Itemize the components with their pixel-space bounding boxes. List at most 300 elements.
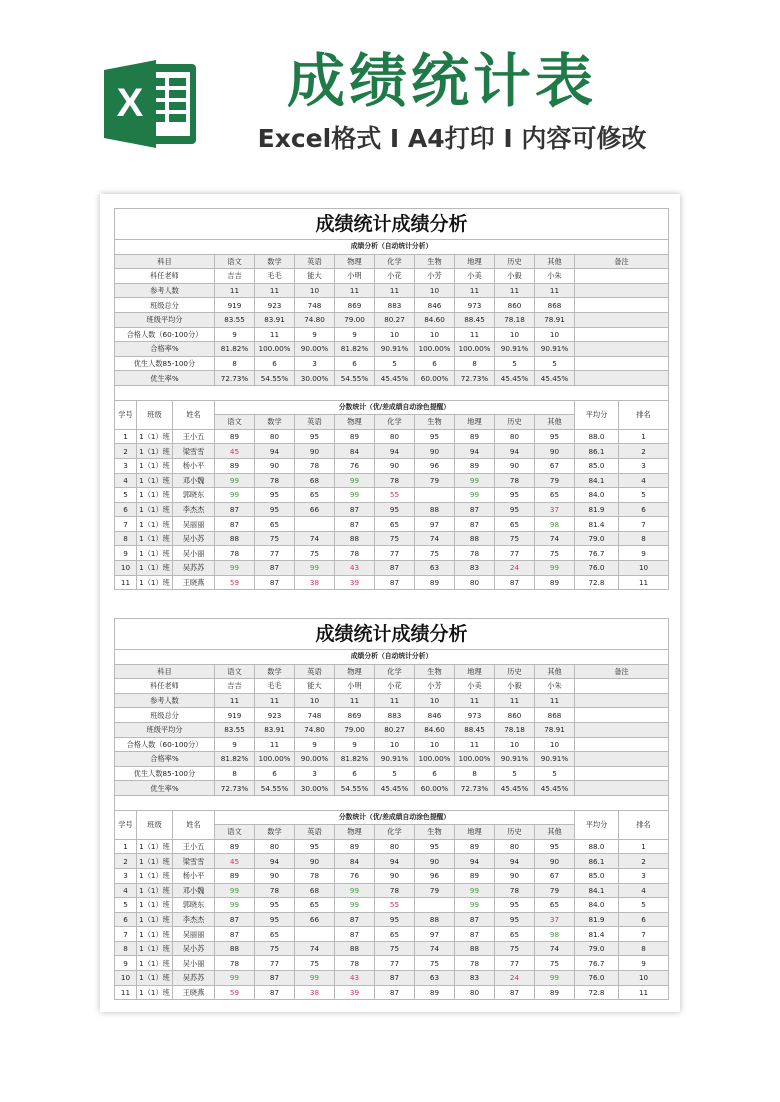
student-avg: 81.4 [575,517,619,532]
student-id: 6 [115,912,137,927]
stat-row [115,781,669,796]
rank-header: 排名 [619,810,669,839]
stat-value: 10 [415,327,455,342]
student-class: 1（1）班 [137,546,173,561]
spreadsheet-preview [100,194,680,1012]
score-cell: 77 [255,956,295,971]
student-avg: 79.0 [575,941,619,956]
score-cell: 90 [295,854,335,869]
stat-value: 78.91 [535,722,575,737]
score-cell: 80 [375,429,415,444]
stat-value: 90.00% [295,342,335,357]
stat-value: 919 [215,708,255,723]
student-rank: 6 [619,502,669,517]
student-row [115,883,669,898]
student-name: 吴小苏 [173,531,215,546]
student-rank: 9 [619,546,669,561]
remark-cell [575,708,669,723]
student-rank: 2 [619,444,669,459]
stat-value: 6 [415,356,455,371]
score-cell: 37 [535,912,575,927]
remark-cell [575,312,669,327]
student-name: 王小五 [173,839,215,854]
stat-value: 748 [295,708,335,723]
score-cell: 87 [495,575,535,590]
student-avg: 76.7 [575,956,619,971]
stat-value: 868 [535,708,575,723]
score-cell: 89 [215,868,255,883]
stat-label: 优生人数85-100分 [115,356,215,371]
score-cell: 95 [255,502,295,517]
student-id: 7 [115,927,137,942]
avg-header: 平均分 [575,810,619,839]
score-cell: 78 [215,546,255,561]
stat-value: 45.45% [495,371,535,386]
score-cell: 89 [215,458,255,473]
score-cell: 99 [335,898,375,913]
student-rank: 10 [619,971,669,986]
score-cell: 87 [375,971,415,986]
stat-value: 9 [215,327,255,342]
score-cell: 55 [375,898,415,913]
student-name: 杨小平 [173,868,215,883]
score-cell: 89 [535,985,575,1000]
score-cell: 87 [255,971,295,986]
student-row [115,444,669,459]
stat-value: 78.18 [495,312,535,327]
score-cell: 75 [415,956,455,971]
score-cell: 75 [295,546,335,561]
subject-header: 生物 [415,825,455,840]
title-row [115,209,669,240]
student-row [115,473,669,488]
score-cell: 74 [295,941,335,956]
stat-value: 小芳 [415,269,455,284]
stat-value: 小芳 [415,679,455,694]
stat-value: 83.55 [215,722,255,737]
score-cell: 78 [335,546,375,561]
score-cell: 75 [375,941,415,956]
summary-caption: 成绩分析（自动统计分析） [115,240,669,255]
subject-header: 其他 [535,415,575,430]
summary-caption-row [115,240,669,255]
score-cell: 94 [495,854,535,869]
stat-value: 11 [215,283,255,298]
student-class: 1（1）班 [137,531,173,546]
score-cell: 80 [495,429,535,444]
score-cell: 80 [455,575,495,590]
stat-value: 3 [295,356,335,371]
subject-header: 英语 [295,254,335,269]
score-cell: 38 [295,575,335,590]
stat-value: 79.00 [335,312,375,327]
score-cell [415,898,455,913]
stat-value: 748 [295,298,335,313]
student-row [115,458,669,473]
score-cell: 78 [495,883,535,898]
score-cell: 95 [295,839,335,854]
remark-cell [575,737,669,752]
student-rank: 4 [619,883,669,898]
score-cell: 43 [335,971,375,986]
student-class: 1（1）班 [137,941,173,956]
score-cell: 99 [535,561,575,576]
stat-label-header: 科目 [115,664,215,679]
stat-value: 6 [255,356,295,371]
score-cell: 78 [295,868,335,883]
score-cell: 77 [255,546,295,561]
score-cell: 67 [535,458,575,473]
remark-cell [575,269,669,284]
score-cell: 75 [495,531,535,546]
score-cell: 99 [455,488,495,503]
score-cell: 24 [495,971,535,986]
student-name: 吴丽丽 [173,517,215,532]
stat-value: 60.00% [415,371,455,386]
student-id: 9 [115,956,137,971]
student-id: 8 [115,531,137,546]
student-id: 5 [115,898,137,913]
stat-value: 能大 [295,679,335,694]
stat-value: 11 [335,693,375,708]
score-cell: 84 [335,854,375,869]
stat-value: 860 [495,708,535,723]
stat-value: 54.55% [255,781,295,796]
score-cell: 88 [335,941,375,956]
stat-value: 78.91 [535,312,575,327]
student-rank: 3 [619,868,669,883]
score-cell: 24 [495,561,535,576]
stat-value: 45.45% [535,371,575,386]
class-header: 班级 [137,400,173,429]
stat-label: 科任老师 [115,269,215,284]
student-rank: 2 [619,854,669,869]
score-cell: 94 [255,854,295,869]
score-cell: 79 [415,883,455,898]
score-cell: 80 [495,839,535,854]
student-avg: 86.1 [575,854,619,869]
subject-header: 数学 [255,415,295,430]
score-cell: 87 [255,561,295,576]
stat-value: 小毅 [495,679,535,694]
subject-header: 地理 [455,825,495,840]
score-cell: 95 [375,502,415,517]
stat-row [115,269,669,284]
stat-value: 9 [215,737,255,752]
stat-value: 869 [335,708,375,723]
student-name: 吴丽丽 [173,927,215,942]
score-cell: 89 [415,575,455,590]
stat-value: 小美 [455,679,495,694]
score-cell: 80 [375,839,415,854]
stat-row [115,342,669,357]
student-name: 吴小丽 [173,956,215,971]
student-class: 1（1）班 [137,575,173,590]
score-cell: 55 [375,488,415,503]
student-rank: 7 [619,927,669,942]
stat-value: 能大 [295,269,335,284]
summary-caption: 成绩分析（自动统计分析） [115,650,669,665]
banner [0,0,780,190]
score-cell: 87 [335,912,375,927]
score-cell: 87 [335,517,375,532]
score-cell: 90 [415,854,455,869]
stat-row [115,679,669,694]
score-cell: 87 [375,985,415,1000]
stat-value: 5 [535,356,575,371]
score-cell: 65 [495,927,535,942]
student-id: 1 [115,429,137,444]
student-avg: 84.1 [575,473,619,488]
stat-value: 10 [295,693,335,708]
student-rank: 7 [619,517,669,532]
score-cell: 65 [255,927,295,942]
student-avg: 88.0 [575,429,619,444]
stat-value: 45.45% [535,781,575,796]
score-cell: 89 [215,839,255,854]
stat-value: 72.73% [455,781,495,796]
sheet-title: 成绩统计成绩分析 [115,209,669,240]
stat-value: 923 [255,708,295,723]
score-cell: 65 [375,927,415,942]
score-cell: 90 [375,458,415,473]
stat-row [115,693,669,708]
subject-header: 物理 [335,254,375,269]
student-id: 10 [115,971,137,986]
score-cell: 65 [255,517,295,532]
score-cell: 65 [495,517,535,532]
stat-value: 6 [335,766,375,781]
score-cell: 75 [535,546,575,561]
remark-cell [575,327,669,342]
student-rank: 5 [619,488,669,503]
subject-header: 数学 [255,254,295,269]
stat-value: 88.45 [455,312,495,327]
subject-header: 历史 [495,664,535,679]
subject-header: 地理 [455,254,495,269]
student-rank: 6 [619,912,669,927]
score-cell: 95 [495,488,535,503]
score-cell: 74 [535,941,575,956]
stat-label: 科任老师 [115,679,215,694]
stat-value: 吉吉 [215,679,255,694]
stat-value: 90.91% [495,752,535,767]
score-cell: 68 [295,473,335,488]
subject-header: 其他 [535,254,575,269]
score-cell: 95 [495,898,535,913]
student-id: 8 [115,941,137,956]
subject-header: 英语 [295,825,335,840]
score-cell: 87 [335,927,375,942]
score-cell: 95 [495,912,535,927]
score-cell: 94 [255,444,295,459]
subject-header: 历史 [495,254,535,269]
score-cell: 98 [535,927,575,942]
stat-value: 11 [375,283,415,298]
score-cell: 90 [255,458,295,473]
subtitle: Excel格式 I A4打印 I 内容可修改 [257,124,647,153]
student-avg: 81.4 [575,927,619,942]
score-cell: 39 [335,985,375,1000]
student-id: 9 [115,546,137,561]
score-cell: 87 [455,517,495,532]
stat-label: 班级平均分 [115,722,215,737]
score-cell: 37 [535,502,575,517]
stat-value: 100.00% [255,342,295,357]
gap-cell [115,795,669,810]
stat-value: 83.91 [255,722,295,737]
student-class: 1（1）班 [137,971,173,986]
subject-header-row [115,254,669,269]
stat-value: 11 [535,283,575,298]
remark-cell [575,722,669,737]
student-row [115,502,669,517]
score-cell: 74 [295,531,335,546]
student-avg: 76.0 [575,971,619,986]
subject-header: 语文 [215,254,255,269]
remark-cell [575,679,669,694]
stat-value: 小明 [335,269,375,284]
student-row [115,488,669,503]
stat-row [115,356,669,371]
score-cell: 99 [215,473,255,488]
student-rank: 8 [619,941,669,956]
gap-cell [115,385,669,400]
score-cell: 87 [495,985,535,1000]
student-class: 1（1）班 [137,883,173,898]
stat-value: 小美 [455,269,495,284]
score-cell: 95 [415,839,455,854]
score-cell: 88 [455,941,495,956]
stat-value: 11 [495,283,535,298]
score-cell: 95 [375,912,415,927]
remark-cell [575,781,669,796]
student-row [115,839,669,854]
score-cell: 78 [335,956,375,971]
stat-value: 83.91 [255,312,295,327]
student-class: 1（1）班 [137,898,173,913]
stat-value: 11 [455,283,495,298]
stat-value: 6 [415,766,455,781]
student-class: 1（1）班 [137,517,173,532]
student-name: 郭晓东 [173,898,215,913]
score-cell: 88 [335,531,375,546]
score-cell: 99 [215,883,255,898]
remark-cell [575,356,669,371]
score-cell: 75 [495,941,535,956]
stat-value: 6 [255,766,295,781]
student-avg: 76.7 [575,546,619,561]
student-row [115,941,669,956]
stat-value: 8 [215,356,255,371]
score-cell: 97 [415,927,455,942]
stat-value: 100.00% [455,752,495,767]
score-cell: 87 [215,502,255,517]
stat-value: 10 [375,737,415,752]
score-cell: 94 [375,444,415,459]
score-cell: 90 [535,854,575,869]
score-cell: 95 [295,429,335,444]
score-cell: 99 [455,898,495,913]
subject-header: 数学 [255,825,295,840]
stat-value: 8 [455,766,495,781]
stat-value: 83.55 [215,312,255,327]
student-name: 吴小苏 [173,941,215,956]
score-cell: 79 [415,473,455,488]
score-cell: 99 [215,561,255,576]
score-caption-row [115,810,669,825]
stat-value: 72.73% [455,371,495,386]
stat-value: 54.55% [255,371,295,386]
score-cell: 99 [215,488,255,503]
stat-value: 868 [535,298,575,313]
stat-value: 90.91% [495,342,535,357]
student-avg: 85.0 [575,458,619,473]
score-cell: 80 [455,985,495,1000]
score-cell: 77 [375,546,415,561]
subject-header: 语文 [215,415,255,430]
stat-value: 毛毛 [255,269,295,284]
score-cell: 79 [535,473,575,488]
grade-sheet-page-2 [114,618,668,1000]
score-cell: 87 [455,927,495,942]
student-id: 11 [115,575,137,590]
student-avg: 81.9 [575,502,619,517]
subject-header: 数学 [255,664,295,679]
subject-header: 生物 [415,664,455,679]
score-cell: 90 [495,868,535,883]
student-avg: 84.0 [575,488,619,503]
stat-value: 11 [255,327,295,342]
stat-label: 合格人数（60-100分） [115,737,215,752]
stat-value: 74.80 [295,312,335,327]
student-id: 11 [115,985,137,1000]
stat-value: 8 [455,356,495,371]
stat-value: 11 [455,327,495,342]
id-header: 学号 [115,400,137,429]
stat-value: 72.73% [215,781,255,796]
stat-label: 合格人数（60-100分） [115,327,215,342]
score-cell: 89 [415,985,455,1000]
score-cell: 79 [535,883,575,898]
stat-value: 81.82% [335,752,375,767]
student-class: 1（1）班 [137,488,173,503]
subject-header: 生物 [415,415,455,430]
score-cell: 59 [215,985,255,1000]
score-cell: 88 [415,912,455,927]
score-cell: 90 [375,868,415,883]
class-header: 班级 [137,810,173,839]
score-cell: 74 [535,531,575,546]
stat-value: 小花 [375,679,415,694]
stat-label: 优生率% [115,781,215,796]
student-row [115,912,669,927]
score-cell: 65 [375,517,415,532]
student-name: 邓小魏 [173,883,215,898]
student-name: 郭晓东 [173,488,215,503]
student-class: 1（1）班 [137,839,173,854]
score-cell: 89 [335,839,375,854]
stat-value: 10 [295,283,335,298]
score-cell [415,488,455,503]
student-id: 4 [115,473,137,488]
student-rank: 9 [619,956,669,971]
score-cell: 65 [295,488,335,503]
score-cell: 87 [215,927,255,942]
student-name: 王晓燕 [173,575,215,590]
stat-value: 846 [415,708,455,723]
score-cell: 78 [255,883,295,898]
